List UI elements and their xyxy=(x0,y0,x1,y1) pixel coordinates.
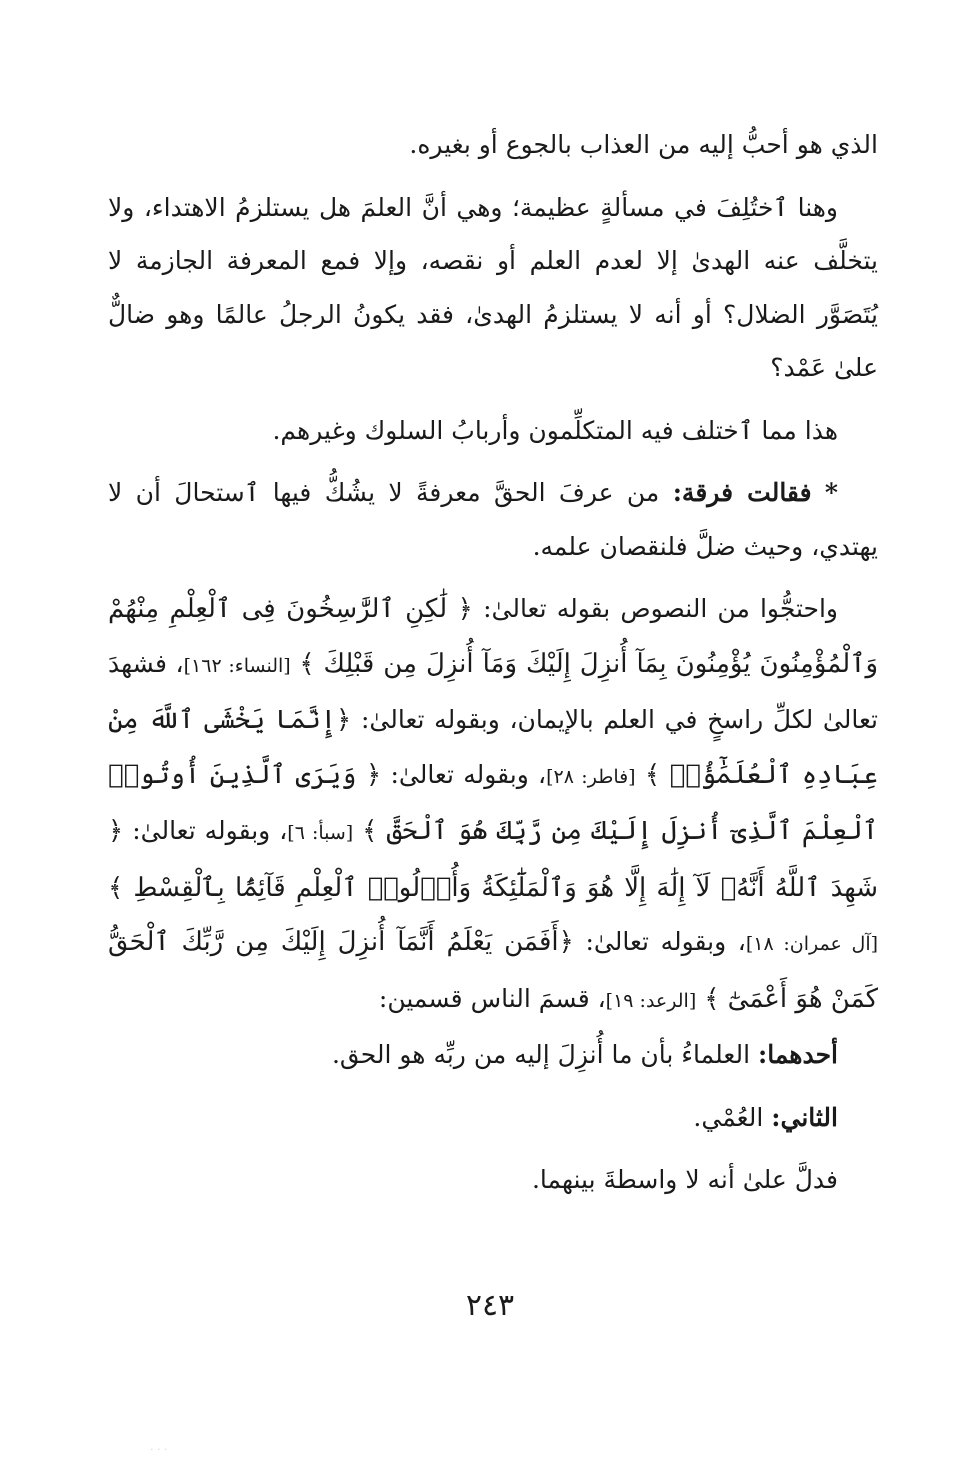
paragraph-4-lead: فقالت فرقة: xyxy=(672,478,812,507)
paragraph-7-lead: الثاني: xyxy=(771,1102,838,1132)
paragraph-7-text: العُمْي. xyxy=(693,1102,764,1132)
quran-verse-1: ﴿ لَٰكِنِ ٱلرَّٰسِخُونَ فِى ٱلْعِلْمِ مِنْهُمْ وَٱلْمُؤْمِنُونَ يُؤْمِنُونَ بِمَآ أُنزِلَ إِلَيْكَ وَمَآ أُنزِلَ مِن قَبْلِكَ ﴾ xyxy=(108,594,878,679)
quran-verse-4: ﴿ شَهِدَ ٱللَّهُ أَنَّهُۥ لَآ إِلَٰهَ إِلَّا هُوَ وَٱلْمَلَٰٓئِكَةُ وَأُو۟لُوا۟ ٱلْعِلْمِ قَآئِمًۢا بِٱلْقِسْطِ ﴾ xyxy=(108,816,878,903)
paragraph-5-text-2: ، فشهدَ تعالىٰ لكلِّ راسخٍ في العلم بالإيمان، وبقوله تعالىٰ: xyxy=(108,648,879,734)
verse-reference-3: [سبأ: ٦] xyxy=(287,822,354,844)
paragraph-2 xyxy=(108,181,878,395)
page-body xyxy=(108,118,878,1207)
verse-reference-1: [النساء: ١٦٢] xyxy=(183,654,291,677)
paragraph-6-lead: أحدهما: xyxy=(757,1040,838,1069)
verse-reference-4: [آل عمران: ١٨] xyxy=(745,933,879,955)
paragraph-3 xyxy=(108,404,878,458)
paragraph-5-text-4: ، وبقوله تعالىٰ: xyxy=(132,816,288,845)
paragraph-5 xyxy=(108,582,878,1028)
paragraph-2-text: وهنا ٱختُلِفَ في مسألةٍ عظيمة؛ وهي أنَّ العلمَ هل يستلزمُ الاهتداء، ولا يتخلَّف عنه الهدىٰ إلا لعدم العلم أو نقصه، وإلا فمع المعرفة الجازمة لا يُتَصَوَّر الضلال؟ أو أنه لا يستلزمُ الهدىٰ، فقد يكونُ الرجلُ عالمًا وهو ضالٌّ علىٰ عَمْد؟ xyxy=(108,192,878,382)
star-marker: * xyxy=(824,478,838,507)
paragraph-1-text: الذي هو أحبُّ إليه من العذاب بالجوع أو بغيره. xyxy=(409,130,878,159)
paragraph-4-text: من عرفَ الحقَّ معرفةً لا يشُكُّ فيها ٱستحالَ أن لا يهتدي، وحيث ضلَّ فلنقصان علمه. xyxy=(108,478,878,561)
quran-verse-3: ﴿ وَيَرَى ٱلَّذِينَ أُوتُوا۟ ٱلْعِلْمَ ٱلَّذِىٓ أُنزِلَ إِلَيْكَ مِن رَّبِّكَ هُوَ ٱلْحَقَّ ﴾ xyxy=(108,759,879,846)
paragraph-8-text: فدلَّ علىٰ أنه لا واسطةَ بينهما. xyxy=(531,1165,838,1194)
paragraph-1 xyxy=(108,118,878,172)
paragraph-5-text-1: واحتجُّوا من النصوص بقوله تعالىٰ: xyxy=(483,594,838,623)
paragraph-4 xyxy=(108,466,878,573)
verse-reference-5: [الرعد: ١٩] xyxy=(605,989,697,1012)
scan-mark: · · · xyxy=(150,1443,168,1456)
paragraph-5-text-5: ، وبقوله تعالىٰ: xyxy=(585,927,746,956)
paragraph-6-text: العلماءُ بأن ما أُنزِلَ إليه من ربِّه هو الحق. xyxy=(331,1040,751,1069)
paragraph-8 xyxy=(108,1153,878,1207)
verse-reference-2: [فاطر: ٢٨] xyxy=(546,765,636,788)
paragraph-6 xyxy=(108,1028,878,1082)
quran-verse-2: ﴿إِنَّمَا يَخْشَى ٱللَّهَ مِنْ عِبَادِهِ ٱلْعُلَمَٰٓؤُا۟ ﴾ xyxy=(108,705,879,790)
page-number: ٢٤٣ xyxy=(465,1288,515,1323)
paragraph-3-text: هذا مما ٱختلف فيه المتكلِّمون وأربابُ السلوك وغيرهم. xyxy=(272,415,838,445)
paragraph-5-text-3: ، وبقوله تعالىٰ: xyxy=(390,759,547,789)
quran-verse-5: ﴿أَفَمَن يَعْلَمُ أَنَّمَآ أُنزِلَ إِلَيْكَ مِن رَّبِّكَ ٱلْحَقُّ كَمَنْ هُوَ أَعْمَىٰٓ ﴾ xyxy=(108,927,878,1014)
paragraph-7 xyxy=(108,1091,878,1145)
paragraph-5-text-6: ، قسمَ الناس قسمين: xyxy=(378,983,606,1013)
